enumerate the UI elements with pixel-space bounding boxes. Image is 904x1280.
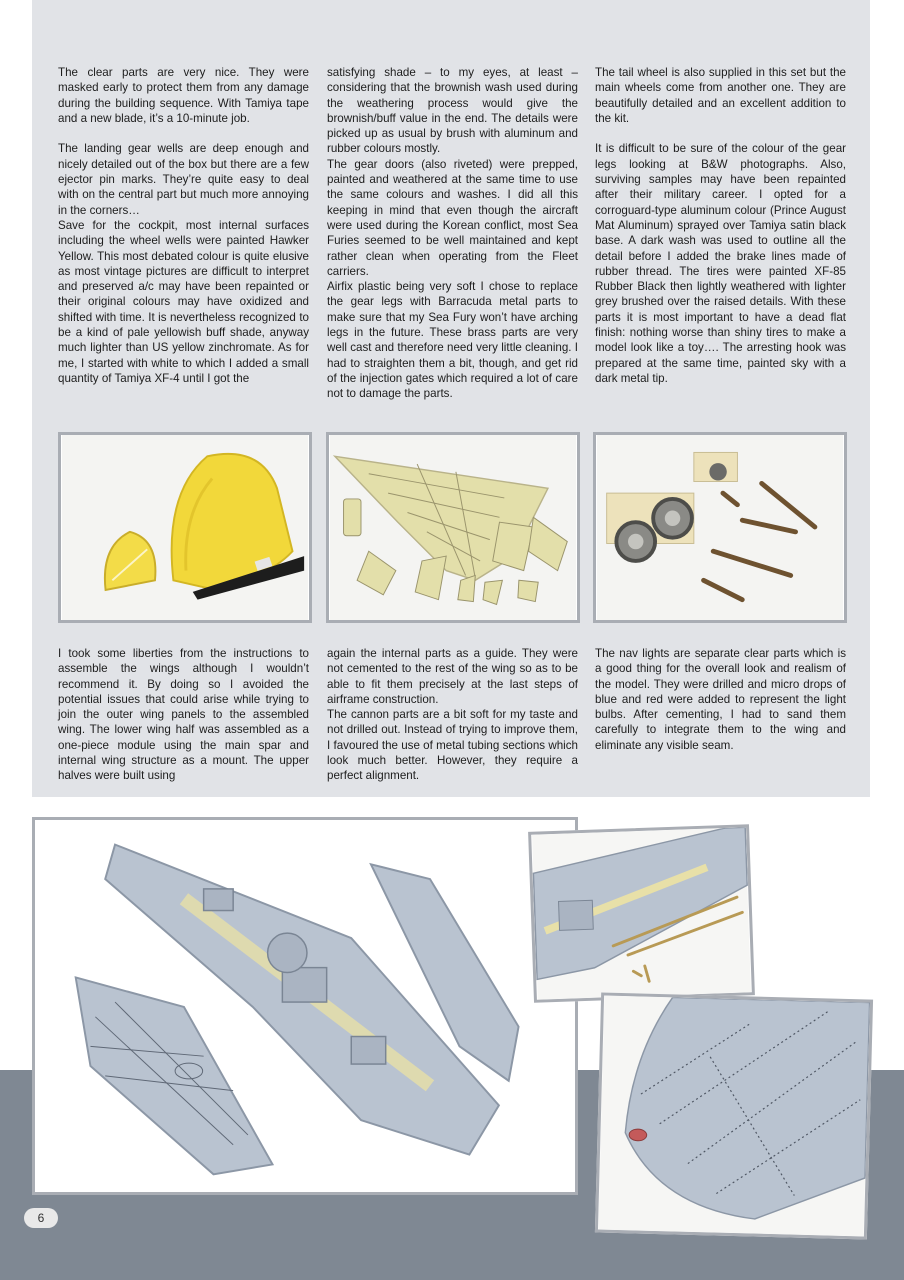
photo-canopy-masked: [58, 432, 312, 623]
paragraph: I took some liberties from the instructions to assemble the wings although I wouldn’t recommend it. By doing so I avoided the potential issues that could arise while trying to join the outer wing panels to the assembled wing. The lower wing half was assembled as a one-piece module using the main spar and internal wing structure as a mount. The upper halves were built using: [58, 647, 309, 783]
column-bottom-1: [58, 646, 309, 784]
paragraph: The cannon parts are a bit soft for my taste and not drilled out. Instead of trying to improve them, I favoured the use of metal tubing sections which look much better. However, they require a perfect alignment.: [327, 708, 578, 783]
wing-assembly-illustration: [35, 820, 575, 1192]
column-bottom-3: [595, 646, 846, 753]
paragraph: The clear parts are very nice. They were masked early to protect them from any damage during the building sequence. With Tamiya tape and a new blade, it’s a 10-minute job.: [58, 66, 309, 125]
paragraph: again the internal parts as a guide. They were not cemented to the rest of the wing so as to be able to fit them precisely at the last steps of airframe construction.: [327, 647, 578, 706]
cannon-tubing-illustration: [531, 827, 752, 999]
wheels-illustration: [596, 435, 844, 620]
wingtip-illustration: [598, 996, 870, 1237]
paragraph: It is difficult to be sure of the colour of the gear legs looking at B&W photographs. Also, surviving samples may have been repainted after their military career. I opted for a corroguard-type aluminum colour (Prince August Mat Aluminum) sprayed over Tamiya satin black base. A dark wash was used to outline all the detail before I added the brake lines made of rubber thread. The tires were painted XF-85 Rubber Black then lightly weathered with lighter grey brushed over the raised details. With these parts it is most important to have a dead flat finish: nothing worse than shiny tires to make a model look like a toy…. The arresting hook was prepared at the same time, painted sky with a dark metal tip.: [595, 142, 846, 385]
photo-wingtip-nav-light: [595, 992, 873, 1239]
column-bottom-2: [327, 646, 578, 784]
paragraph: Airfix plastic being very soft I chose to replace the gear legs with Barracuda metal parts to make sure that my Sea Fury won’t have arching legs in the future. These brass parts are very well cast and therefore need very little cleaning. I had to straighten them a bit, though, and get rid of the injection gates which required a lot of care not to damage the parts.: [327, 280, 578, 401]
paragraph: The nav lights are separate clear parts which is a good thing for the overall look and realism of the model. They were drilled and micro drops of blue and red were added to represent the light bulbs. After cementing, I had to sand them carefully to integrate them to the wing and eliminate any visible seam.: [595, 647, 846, 752]
paragraph: Save for the cockpit, most internal surfaces including the wheel wells were painted Hawker Yellow. This most debated colour is quite elusive as most vintage pictures are difficult to interpret and preserved a/c may have been repainted or their original colours may have oxidized and shifted with time. It is nevertheless recognized to be a kind of pale yellowish buff shade, anyway much lighter than US yellow zinchromate. As for me, I started with white to which I added a small quantity of Tamiya XF-4 until I got the: [58, 218, 309, 385]
photo-wheels-gear-legs: [593, 432, 847, 623]
paragraph: The tail wheel is also supplied in this set but the main wheels come from another one. They are beautifully detailed and an excellent addition to the kit.: [595, 66, 846, 125]
paragraph: satisfying shade – to my eyes, at least – considering that the brownish wash used during the weathering process would give the brownish/buff value in the end. The details were picked up as usual by brush with aluminum and rubber colours mostly.: [327, 66, 578, 156]
gear-doors-illustration: [329, 435, 577, 620]
photo-wing-assembly: [32, 817, 578, 1195]
paragraph: The landing gear wells are deep enough and nicely detailed out of the box but there are a few ejector pin marks. They’re quite easy to deal with on the central part but much more annoying in the corners…: [58, 142, 309, 217]
canopy-illustration: [61, 435, 309, 620]
photo-gear-doors: [326, 432, 580, 623]
column-top-1: [58, 65, 309, 386]
photo-cannon-tubing: [528, 824, 755, 1003]
paragraph: The gear doors (also riveted) were prepped, painted and weathered at the same time to use the same colours and washes. I did all this keeping in mind that even though the aircraft were used during the Korean conflict, most Sea Furies seemed to be well maintained and kept rather clean when operating from the Fleet carriers.: [327, 157, 578, 278]
column-top-2: [327, 65, 578, 402]
page-number: 6: [24, 1208, 58, 1228]
column-top-3: [595, 65, 846, 386]
